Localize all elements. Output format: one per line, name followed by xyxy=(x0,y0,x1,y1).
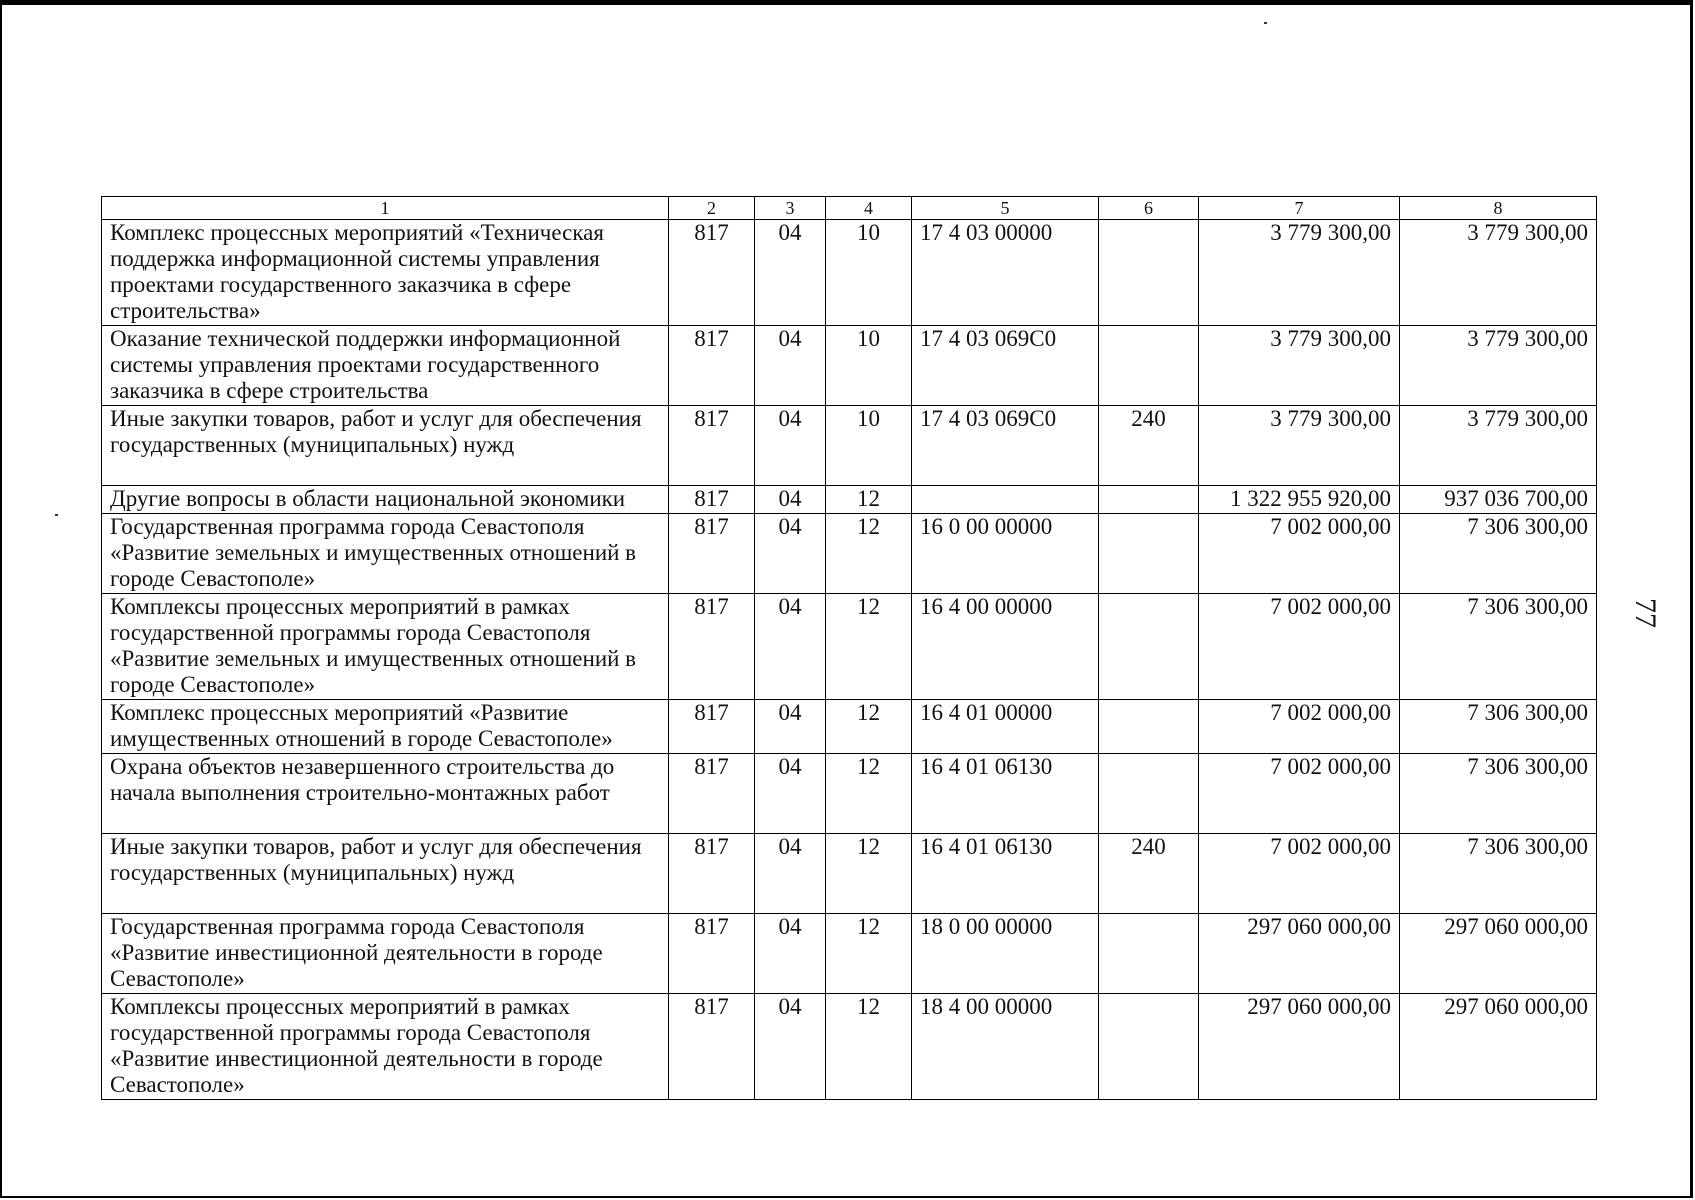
row-sum1: 7 002 000,00 xyxy=(1199,754,1400,834)
row-target: 17 4 03 069С0 xyxy=(912,326,1099,406)
row-name: Оказание технической поддержки информационной системы управления проектами государственного заказчика в сфере строительства xyxy=(102,326,669,406)
row-sum1: 7 002 000,00 xyxy=(1199,700,1400,754)
header-row xyxy=(102,197,1597,220)
row-target: 16 4 01 00000 xyxy=(912,700,1099,754)
row-subsection: 12 xyxy=(826,594,912,700)
row-admin: 817 xyxy=(669,486,755,514)
row-expense xyxy=(1099,514,1199,594)
row-section: 04 xyxy=(755,594,826,700)
row-sum2: 937 036 700,00 xyxy=(1400,486,1597,514)
row-expense xyxy=(1099,754,1199,834)
row-expense: 240 xyxy=(1099,406,1199,486)
row-admin: 817 xyxy=(669,700,755,754)
row-target: 16 4 01 06130 xyxy=(912,834,1099,914)
row-section: 04 xyxy=(755,994,826,1100)
table-row xyxy=(102,914,1597,994)
row-name: Комплекс процессных мероприятий «Развитие имущественных отношений в городе Севастополе» xyxy=(102,700,669,754)
row-section: 04 xyxy=(755,514,826,594)
row-name: Комплексы процессных мероприятий в рамках государственной программы города Севастополя «Развитие земельных и имущественных отношений в городе Севастополе» xyxy=(102,594,669,700)
row-admin: 817 xyxy=(669,220,755,326)
row-subsection: 12 xyxy=(826,514,912,594)
row-subsection: 10 xyxy=(826,220,912,326)
row-admin: 817 xyxy=(669,514,755,594)
row-admin: 817 xyxy=(669,994,755,1100)
row-target: 16 4 01 06130 xyxy=(912,754,1099,834)
column-header-sum2: 8 xyxy=(1400,197,1597,220)
table-row xyxy=(102,514,1597,594)
row-expense xyxy=(1099,994,1199,1100)
column-header-name: 1 xyxy=(102,197,669,220)
row-section: 04 xyxy=(755,326,826,406)
row-sum2: 7 306 300,00 xyxy=(1400,834,1597,914)
row-sum1: 297 060 000,00 xyxy=(1199,994,1400,1100)
row-sum1: 3 779 300,00 xyxy=(1199,220,1400,326)
row-sum2: 7 306 300,00 xyxy=(1400,514,1597,594)
row-expense: 240 xyxy=(1099,834,1199,914)
row-expense xyxy=(1099,914,1199,994)
table-row xyxy=(102,486,1597,514)
table-row xyxy=(102,326,1597,406)
scan-speck xyxy=(55,514,58,516)
table-row xyxy=(102,834,1597,914)
table-row xyxy=(102,994,1597,1100)
row-admin: 817 xyxy=(669,326,755,406)
row-target: 18 4 00 00000 xyxy=(912,994,1099,1100)
row-sum1: 7 002 000,00 xyxy=(1199,514,1400,594)
row-section: 04 xyxy=(755,754,826,834)
row-subsection: 10 xyxy=(826,326,912,406)
row-target: 16 4 00 00000 xyxy=(912,594,1099,700)
table-row xyxy=(102,754,1597,834)
row-target: 17 4 03 00000 xyxy=(912,220,1099,326)
row-sum1: 7 002 000,00 xyxy=(1199,594,1400,700)
row-name: Государственная программа города Севастополя «Развитие инвестиционной деятельности в городе Севастополе» xyxy=(102,914,669,994)
row-name: Другие вопросы в области национальной экономики xyxy=(102,486,669,514)
row-name: Охрана объектов незавершенного строительства до начала выполнения строительно-монтажных работ xyxy=(102,754,669,834)
row-section: 04 xyxy=(755,486,826,514)
row-sum2: 3 779 300,00 xyxy=(1400,220,1597,326)
row-expense xyxy=(1099,594,1199,700)
row-name: Государственная программа города Севастополя «Развитие земельных и имущественных отношений в городе Севастополе» xyxy=(102,514,669,594)
row-sum2: 7 306 300,00 xyxy=(1400,754,1597,834)
row-sum2: 7 306 300,00 xyxy=(1400,700,1597,754)
row-sum1: 1 322 955 920,00 xyxy=(1199,486,1400,514)
row-name: Комплексы процессных мероприятий в рамках государственной программы города Севастополя «Развитие инвестиционной деятельности в городе Севастополе» xyxy=(102,994,669,1100)
table-row xyxy=(102,594,1597,700)
row-name: Иные закупки товаров, работ и услуг для обеспечения государственных (муниципальных) нужд xyxy=(102,406,669,486)
table-row xyxy=(102,406,1597,486)
row-subsection: 12 xyxy=(826,754,912,834)
column-header-admin: 2 xyxy=(669,197,755,220)
row-name: Комплекс процессных мероприятий «Техническая поддержка информационной системы управления проектами государственного заказчика в сфере строительства» xyxy=(102,220,669,326)
row-subsection: 12 xyxy=(826,914,912,994)
page-number: 77 xyxy=(1629,598,1662,628)
row-subsection: 10 xyxy=(826,406,912,486)
row-sum1: 3 779 300,00 xyxy=(1199,326,1400,406)
row-admin: 817 xyxy=(669,594,755,700)
row-name: Иные закупки товаров, работ и услуг для обеспечения государственных (муниципальных) нужд xyxy=(102,834,669,914)
row-admin: 817 xyxy=(669,406,755,486)
row-target: 18 0 00 00000 xyxy=(912,914,1099,994)
row-section: 04 xyxy=(755,406,826,486)
budget-table xyxy=(101,196,1597,1100)
scan-speck xyxy=(1264,22,1267,24)
column-header-expense: 6 xyxy=(1099,197,1199,220)
row-target: 17 4 03 069С0 xyxy=(912,406,1099,486)
row-admin: 817 xyxy=(669,914,755,994)
row-expense xyxy=(1099,220,1199,326)
row-sum1: 3 779 300,00 xyxy=(1199,406,1400,486)
column-header-target: 5 xyxy=(912,197,1099,220)
row-expense xyxy=(1099,326,1199,406)
row-target xyxy=(912,486,1099,514)
row-target: 16 0 00 00000 xyxy=(912,514,1099,594)
row-sum2: 3 779 300,00 xyxy=(1400,326,1597,406)
row-subsection: 12 xyxy=(826,486,912,514)
row-subsection: 12 xyxy=(826,834,912,914)
row-admin: 817 xyxy=(669,834,755,914)
table-row xyxy=(102,700,1597,754)
column-header-section: 3 xyxy=(755,197,826,220)
row-sum2: 3 779 300,00 xyxy=(1400,406,1597,486)
row-section: 04 xyxy=(755,834,826,914)
column-header-sum1: 7 xyxy=(1199,197,1400,220)
row-sum2: 297 060 000,00 xyxy=(1400,994,1597,1100)
row-section: 04 xyxy=(755,700,826,754)
row-sum2: 297 060 000,00 xyxy=(1400,914,1597,994)
row-subsection: 12 xyxy=(826,700,912,754)
table-row xyxy=(102,220,1597,326)
row-sum2: 7 306 300,00 xyxy=(1400,594,1597,700)
row-section: 04 xyxy=(755,914,826,994)
row-section: 04 xyxy=(755,220,826,326)
row-subsection: 12 xyxy=(826,994,912,1100)
row-sum1: 7 002 000,00 xyxy=(1199,834,1400,914)
row-expense xyxy=(1099,700,1199,754)
row-expense xyxy=(1099,486,1199,514)
column-header-subsection: 4 xyxy=(826,197,912,220)
row-admin: 817 xyxy=(669,754,755,834)
row-sum1: 297 060 000,00 xyxy=(1199,914,1400,994)
